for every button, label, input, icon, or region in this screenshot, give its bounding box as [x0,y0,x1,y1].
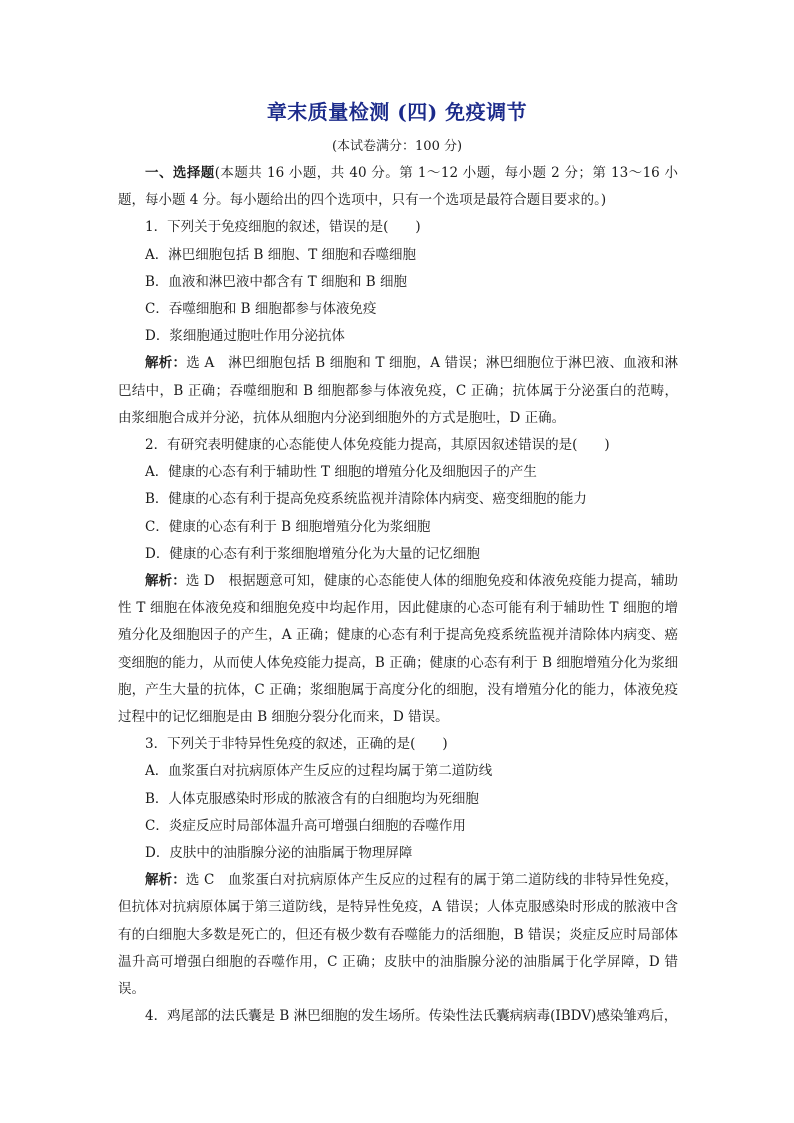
question-stem: 4．鸡尾部的法氏囊是 B 淋巴细胞的发生场所。传染性法氏囊病病毒(IBDV)感染雏鸡后， [145,1008,678,1025]
question-stem: 3．下列关于非特异性免疫的叙述，正确的是( ) [145,736,448,753]
question-stem: 2．有研究表明健康的心态能使人体免疫能力提高，其原因叙述错误的是( ) [145,437,610,454]
option-b: B．人体克服感染时形成的脓液含有的白细胞均为死细胞 [145,790,479,807]
analysis-label: 解析： [145,872,186,889]
section-instructions [118,160,678,214]
option-b: B．健康的心态有利于提高免疫系统监视并清除体内病变、癌变细胞的能力 [145,491,587,508]
option-d: D．浆细胞通过胞吐作用分泌抗体 [145,328,345,345]
analysis-text: 选 C 血浆蛋白对抗病原体产生反应的过程有的属于第二道防线的非特异性免疫，但抗体对抗病原体属于第三道防线，是特异性免疫，A 错误；人体克服感染时形成的脓液中含有的白细胞大多数是死亡的，但还有极少数有吞噬能力的活细胞，B 错误；炎症反应时局部体温升高可增强白细胞的吞噬作用，C 正确；皮肤中的油脂腺分泌的油脂属于化学屏障，D 错误。 [118,872,679,998]
question-stem: 1．下列关于免疫细胞的叙述，错误的是( ) [145,219,421,236]
option-d: D．健康的心态有利于浆细胞增殖分化为大量的记忆细胞 [145,545,480,562]
analysis-text: 选 A 淋巴细胞包括 B 细胞和 T 细胞，A 错误；淋巴细胞位于淋巴液、血液和淋巴结中，B 正确；吞噬细胞和 B 细胞都参与体液免疫，C 正确；抗体属于分泌蛋白的范畴，由浆细胞合成并分泌，抗体从细胞内分泌到细胞外的方式是胞吐，D 正确。 [118,355,679,426]
analysis-text: 选 D 根据题意可知，健康的心态能使人体的细胞免疫和体液免疫能力提高，辅助性 T 细胞在体液免疫和细胞免疫中均起作用，因此健康的心态可能有利于辅助性 T 细胞的增殖分化及细胞因子的产生，A 正确；健康的心态有利于提高免疫系统监视并清除体内病变、癌变细胞的能力，从而使人体免疫能力提高，B 正确；健康的心态有利于 B 细胞增殖分化为浆细胞，产生大量的抗体，C 正确；浆细胞属于高度分化的细胞，没有增殖分化的能力，体液免疫过程中的记忆细胞是由 B 细胞分裂分化而来，D 错误。 [118,573,678,726]
section-description: (本题共 16 小题，共 40 分。第 1～12 小题，每小题 2 分；第 13～16 小题，每小题 4 分。每小题给出的四个选项中，只有一个选项是最符合题目要求的。) [118,165,679,209]
option-c: C．炎症反应时局部体温升高可增强白细胞的吞噬作用 [145,817,466,834]
option-a: A．淋巴细胞包括 B 细胞、T 细胞和吞噬细胞 [145,246,417,263]
option-c: C．健康的心态有利于 B 细胞增殖分化为浆细胞 [145,518,431,535]
option-c: C．吞噬细胞和 B 细胞都参与体液免疫 [145,301,377,318]
question-3 [118,731,678,1003]
analysis-label: 解析： [145,355,187,372]
option-a: A．血浆蛋白对抗病原体产生反应的过程均属于第二道防线 [145,763,493,780]
section-heading: 一、选择题 [145,165,215,181]
document-body [118,160,678,1031]
score-note: (本试卷满分：100 分) [331,139,463,154]
question-4 [118,1003,678,1030]
option-d: D．皮肤中的油脂腺分泌的油脂属于物理屏障 [145,845,413,862]
option-b: B．血液和淋巴液中都含有 T 细胞和 B 细胞 [145,273,408,290]
analysis [118,867,678,1003]
question-1 [118,214,678,432]
analysis [118,568,678,731]
question-2 [118,432,678,731]
analysis-label: 解析： [145,573,186,590]
document-title: 章末质量检测 (四) 免疫调节 [266,100,528,124]
analysis [118,350,678,432]
option-a: A．健康的心态有利于辅助性 T 细胞的增殖分化及细胞因子的产生 [145,464,537,481]
